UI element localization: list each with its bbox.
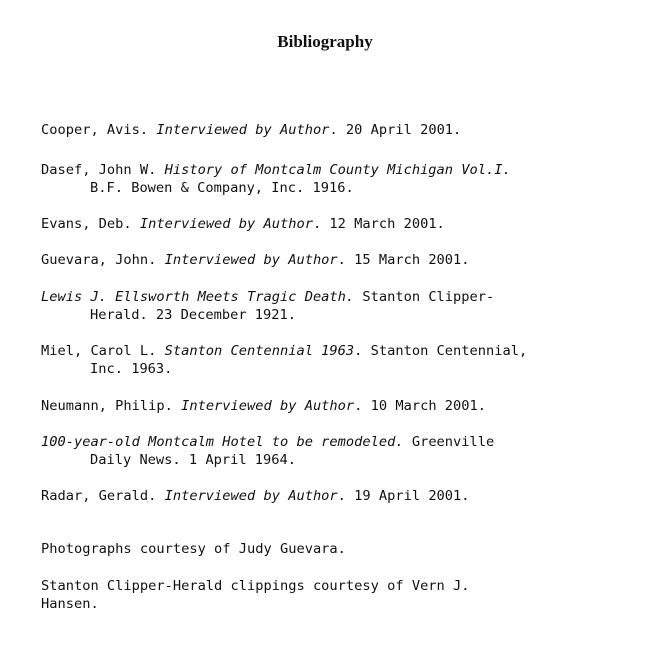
entry-author: Neumann, Philip. — [41, 398, 182, 414]
entry-details: Stanton Clipper- — [354, 289, 495, 305]
credit-note-text: Photographs courtesy of Judy Guevara. — [41, 541, 346, 557]
entry-details: . 12 March 2001. — [312, 216, 445, 232]
bibliography-entry — [41, 342, 527, 378]
credit-note — [41, 577, 470, 613]
entry-details: . 10 March 2001. — [354, 398, 487, 414]
bibliography-entry — [41, 121, 461, 139]
entry-title: History of Montcalm County Michigan Vol.I. — [164, 162, 511, 178]
entry-title: 100-year-old Montcalm Hotel to be remodeled. — [41, 434, 404, 450]
entry-title: Interviewed by Author — [164, 252, 338, 268]
bibliography-entry — [41, 288, 494, 324]
entry-title: Interviewed by Author — [156, 122, 330, 138]
entry-title: Interviewed by Author — [139, 216, 313, 232]
bibliography-entry — [41, 433, 494, 469]
entry-author: Cooper, Avis. — [41, 122, 157, 138]
entry-title: Stanton Centennial 1963 — [164, 343, 355, 359]
entry-continuation: Herald. 23 December 1921. — [90, 307, 297, 323]
credit-note-continuation: Hansen. — [41, 596, 99, 612]
entry-author: Miel, Carol L. — [41, 343, 165, 359]
entry-title: Interviewed by Author — [164, 488, 338, 504]
credit-note-text: Stanton Clipper-Herald clippings courtesy of Vern J. — [41, 578, 470, 594]
entry-title: Interviewed by Author — [181, 398, 355, 414]
entry-continuation: Daily News. 1 April 1964. — [90, 452, 297, 468]
entry-details: . 19 April 2001. — [337, 488, 470, 504]
entry-author: Radar, Gerald. — [41, 488, 165, 504]
entry-continuation: Inc. 1963. — [90, 361, 173, 377]
entry-author: Dasef, John W. — [41, 162, 165, 178]
bibliography-entry — [41, 215, 445, 233]
entry-details: Greenville — [403, 434, 495, 450]
bibliography-entry — [41, 487, 470, 505]
entry-details: . 15 March 2001. — [337, 252, 470, 268]
entry-continuation: B.F. Bowen & Company, Inc. 1916. — [90, 180, 354, 196]
page-title: Bibliography — [277, 32, 373, 51]
bibliography-entry — [41, 161, 511, 197]
entry-title: Lewis J. Ellsworth Meets Tragic Death. — [41, 289, 355, 305]
bibliography-entry — [41, 251, 470, 269]
entry-author: Evans, Deb. — [41, 216, 140, 232]
bibliography-entry — [41, 397, 486, 415]
entry-details: . Stanton Centennial, — [354, 343, 528, 359]
entry-details: . 20 April 2001. — [329, 122, 462, 138]
credit-note — [41, 540, 346, 558]
entry-author: Guevara, John. — [41, 252, 165, 268]
